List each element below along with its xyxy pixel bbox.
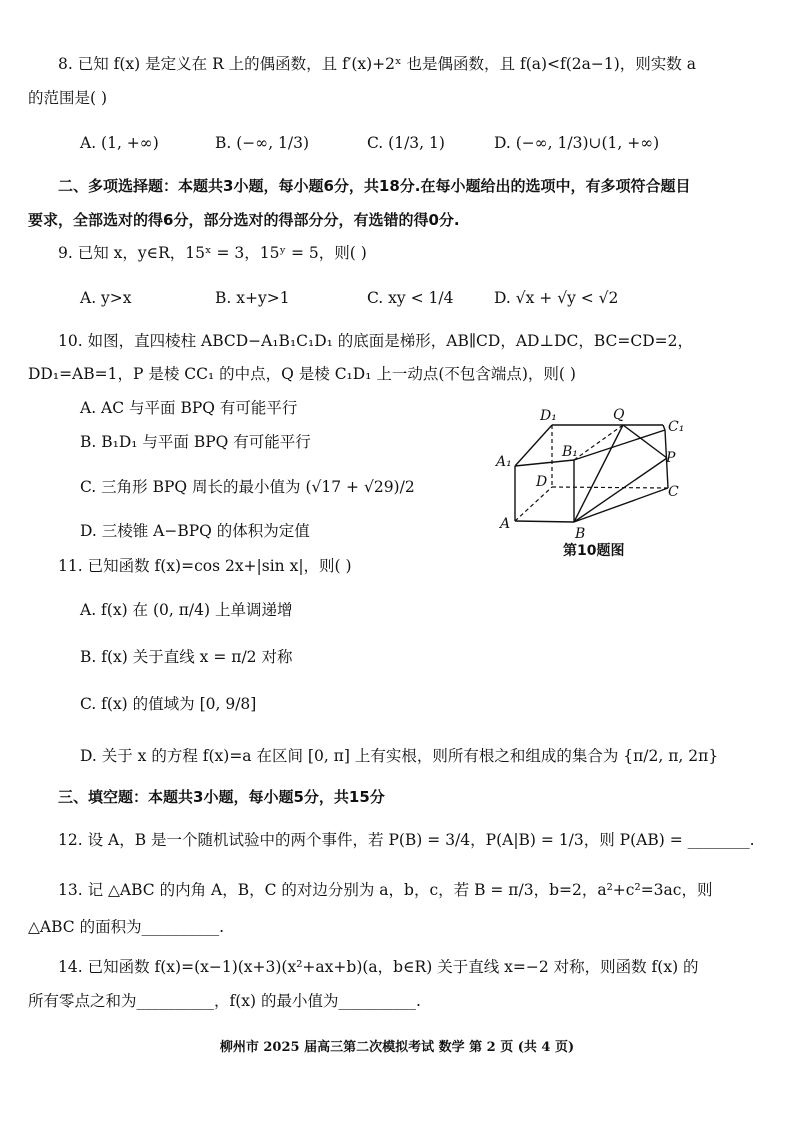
q11-option-b: B. f(x) 关于直线 x = π/2 对称	[80, 648, 293, 666]
label-p: P	[666, 450, 676, 466]
q9-stem: 9. 已知 x，y∈R，15ˣ = 3，15ʸ = 5，则( )	[58, 244, 367, 262]
label-a: A	[500, 516, 511, 532]
q8-option-c: C. (1/3, 1)	[367, 134, 445, 152]
q8-line1: 8. 已知 f(x) 是定义在 R 上的偶函数，且 f′(x)+2ˣ 也是偶函数，且 f(a)<f(2a−1)，则实数 a	[58, 55, 696, 73]
section2-heading-line2: 要求，全部选对的得6分，部分选对的得部分分，有选错的得0分.	[28, 211, 460, 229]
q10-option-b: B. B₁D₁ 与平面 BPQ 有可能平行	[80, 433, 311, 451]
label-b1: B₁	[562, 444, 578, 460]
q13-line2: △ABC 的面积为__________.	[28, 918, 225, 936]
q10-line2: DD₁=AB=1，P 是棱 CC₁ 的中点，Q 是棱 C₁D₁ 上一动点(不包含端点)，则( )	[28, 365, 576, 383]
label-d: D	[536, 474, 548, 490]
page-footer: 柳州市 2025 届高三第二次模拟考试 数学 第 2 页 (共 4 页)	[219, 1040, 575, 1055]
q9-option-c: C. xy < 1/4	[367, 289, 454, 307]
q11-stem: 11. 已知函数 f(x)=cos 2x+|sin x|，则( )	[58, 557, 352, 575]
label-q: Q	[613, 407, 625, 423]
label-c: C	[668, 484, 679, 500]
q10-option-d: D. 三棱锥 A−BPQ 的体积为定值	[80, 522, 310, 540]
q9-option-d: D. √x + √y < √2	[494, 289, 619, 307]
section2-heading-line1: 二、多项选择题：本题共3小题，每小题6分，共18分.在每小题给出的选项中，有多项符合题目	[58, 177, 691, 195]
q9-option-a: A. y>x	[80, 289, 132, 307]
q10-line1: 10. 如图，直四棱柱 ABCD−A₁B₁C₁D₁ 的底面是梯形，AB∥CD，AD⊥DC，BC=CD=2，	[58, 332, 693, 350]
q13-line1: 13. 记 △ABC 的内角 A，B，C 的对边分别为 a，b，c，若 B = π/3，b=2，a²+c²=3ac，则	[58, 881, 713, 899]
q8-option-a: A. (1, +∞)	[80, 134, 159, 152]
q8-option-d: D. (−∞, 1/3)∪(1, +∞)	[494, 134, 660, 152]
label-c1: C₁	[668, 419, 685, 435]
q14-line2: 所有零点之和为__________，f(x) 的最小值为__________.	[28, 992, 421, 1010]
figure-caption: 第10题图	[563, 543, 625, 559]
q12-stem: 12. 设 A，B 是一个随机试验中的两个事件，若 P(B) = 3/4，P(A|B) = 1/3，则 P(AB) = ________.	[58, 831, 755, 849]
q11-option-c: C. f(x) 的值域为 [0, 9/8]	[80, 695, 257, 713]
section3-heading: 三、填空题：本题共3小题，每小题5分，共15分	[58, 788, 385, 806]
q11-option-d: D. 关于 x 的方程 f(x)=a 在区间 [0, π] 上有实根，则所有根之和组成的集合为 {π/2, π, 2π}	[80, 747, 719, 765]
q10-option-a: A. AC 与平面 BPQ 有可能平行	[80, 399, 298, 417]
q8-line2: 的范围是( )	[28, 89, 108, 107]
label-a1: A₁	[496, 454, 512, 470]
q9-option-b: B. x+y>1	[215, 289, 290, 307]
q8-option-b: B. (−∞, 1/3)	[215, 134, 310, 152]
label-d1: D₁	[540, 408, 557, 424]
q11-option-a: A. f(x) 在 (0, π/4) 上单调递增	[80, 601, 293, 619]
q14-line1: 14. 已知函数 f(x)=(x−1)(x+3)(x²+ax+b)(a，b∈R) 关于直线 x=−2 对称，则函数 f(x) 的	[58, 958, 699, 976]
q10-option-c: C. 三角形 BPQ 周长的最小值为 (√17 + √29)/2	[80, 478, 415, 496]
label-b: B	[575, 526, 586, 542]
